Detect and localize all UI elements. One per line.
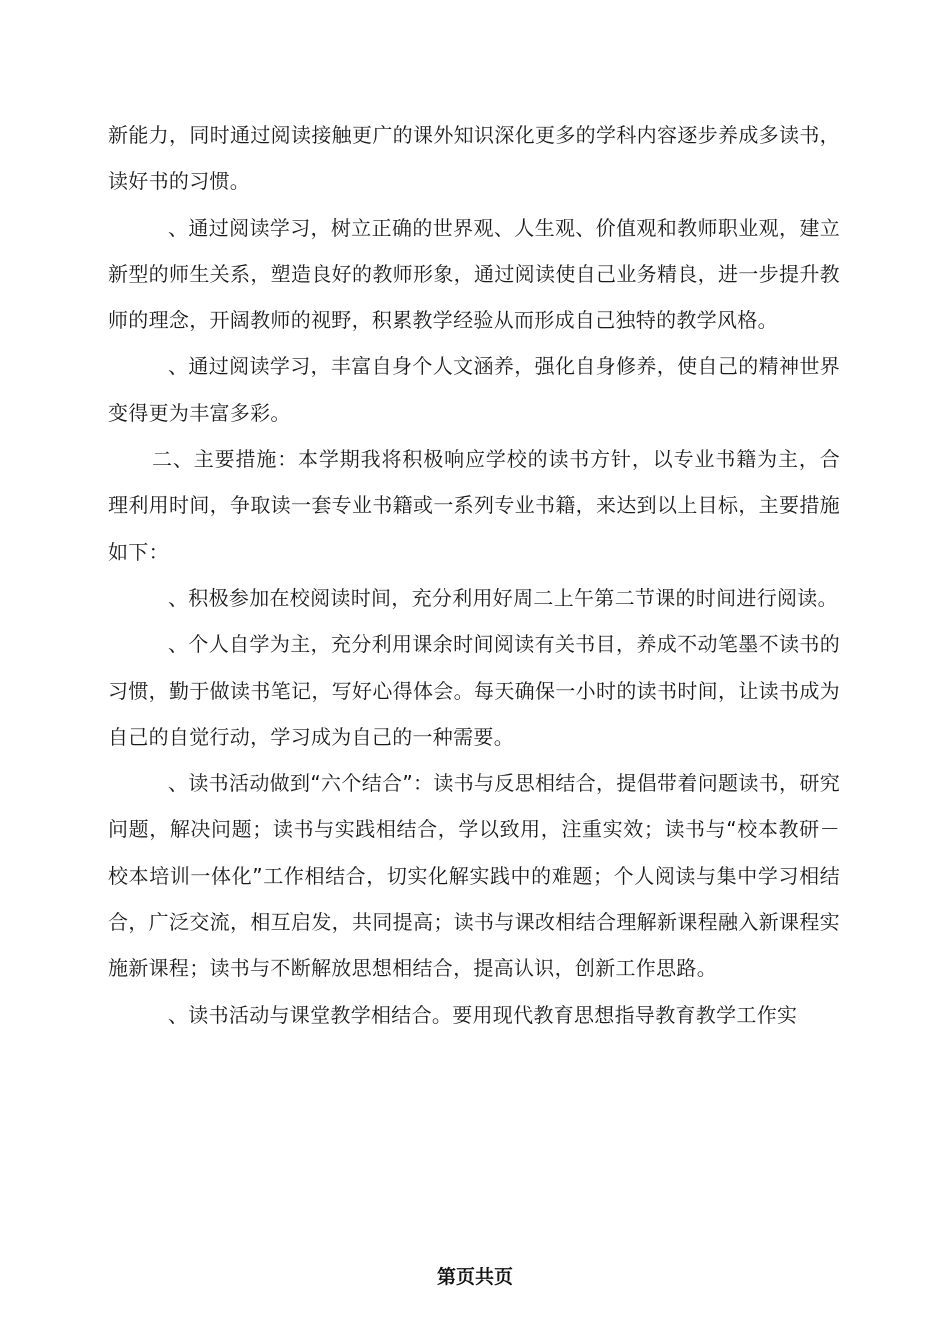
paragraph-goal-2: 、通过阅读学习，树立正确的世界观、人生观、价值观和教师职业观，建立新型的师生关系，塑造良好的教师形象，通过阅读使自己业务精良，进一步提升教师的理念，开阔教师的视野，积累教学经验从而形成自己独特的教学风格。 <box>108 215 840 333</box>
paragraph-measure-2: 、个人自学为主，充分利用课余时间阅读有关书目，养成不动笔墨不读书的习惯，勤于做读书笔记，写好心得体会。每天确保一小时的读书时间，让读书成为自己的自觉行动，学习成为自己的一种需要。 <box>108 632 840 749</box>
paragraph-measure-4: 、读书活动与课堂教学相结合。要用现代教育思想指导教育教学工作实 <box>168 1002 798 1027</box>
paragraph-section-measures: 二、主要措施：本学期我将积极响应学校的读书方针，以专业书籍为主，合理利用时间，争取读一套专业书籍或一系列专业书籍，来达到以上目标，主要措施如下： <box>108 447 840 564</box>
paragraph-measure-3: 、读书活动做到“六个结合”：读书与反思相结合，提倡带着问题读书，研究问题，解决问题；读书与实践相结合，学以致用，注重实效；读书与“校本教研－校本培训一体化”工作相结合，切实化解实践中的难题；个人阅读与集中学习相结合，广泛交流，相互启发，共同提高；读书与课改相结合理解新课程融入新课程实施新课程；读书与不断解放思想相结合，提高认识，创新工作思路。 <box>108 771 840 981</box>
paragraph-goal-3: 、通过阅读学习，丰富自身个人文涵养，强化自身修养，使自己的精神世界变得更为丰富多彩。 <box>108 354 840 425</box>
page-footer: 第页共页 <box>436 1266 513 1288</box>
paragraph-measure-1: 、积极参加在校阅读时间，充分利用好周二上午第二节课的时间进行阅读。 <box>168 585 838 610</box>
paragraph-continuation: 新能力，同时通过阅读接触更广的课外知识深化更多的学科内容逐步养成多读书，读好书的习惯。 <box>108 123 840 194</box>
document-body <box>108 112 840 1038</box>
